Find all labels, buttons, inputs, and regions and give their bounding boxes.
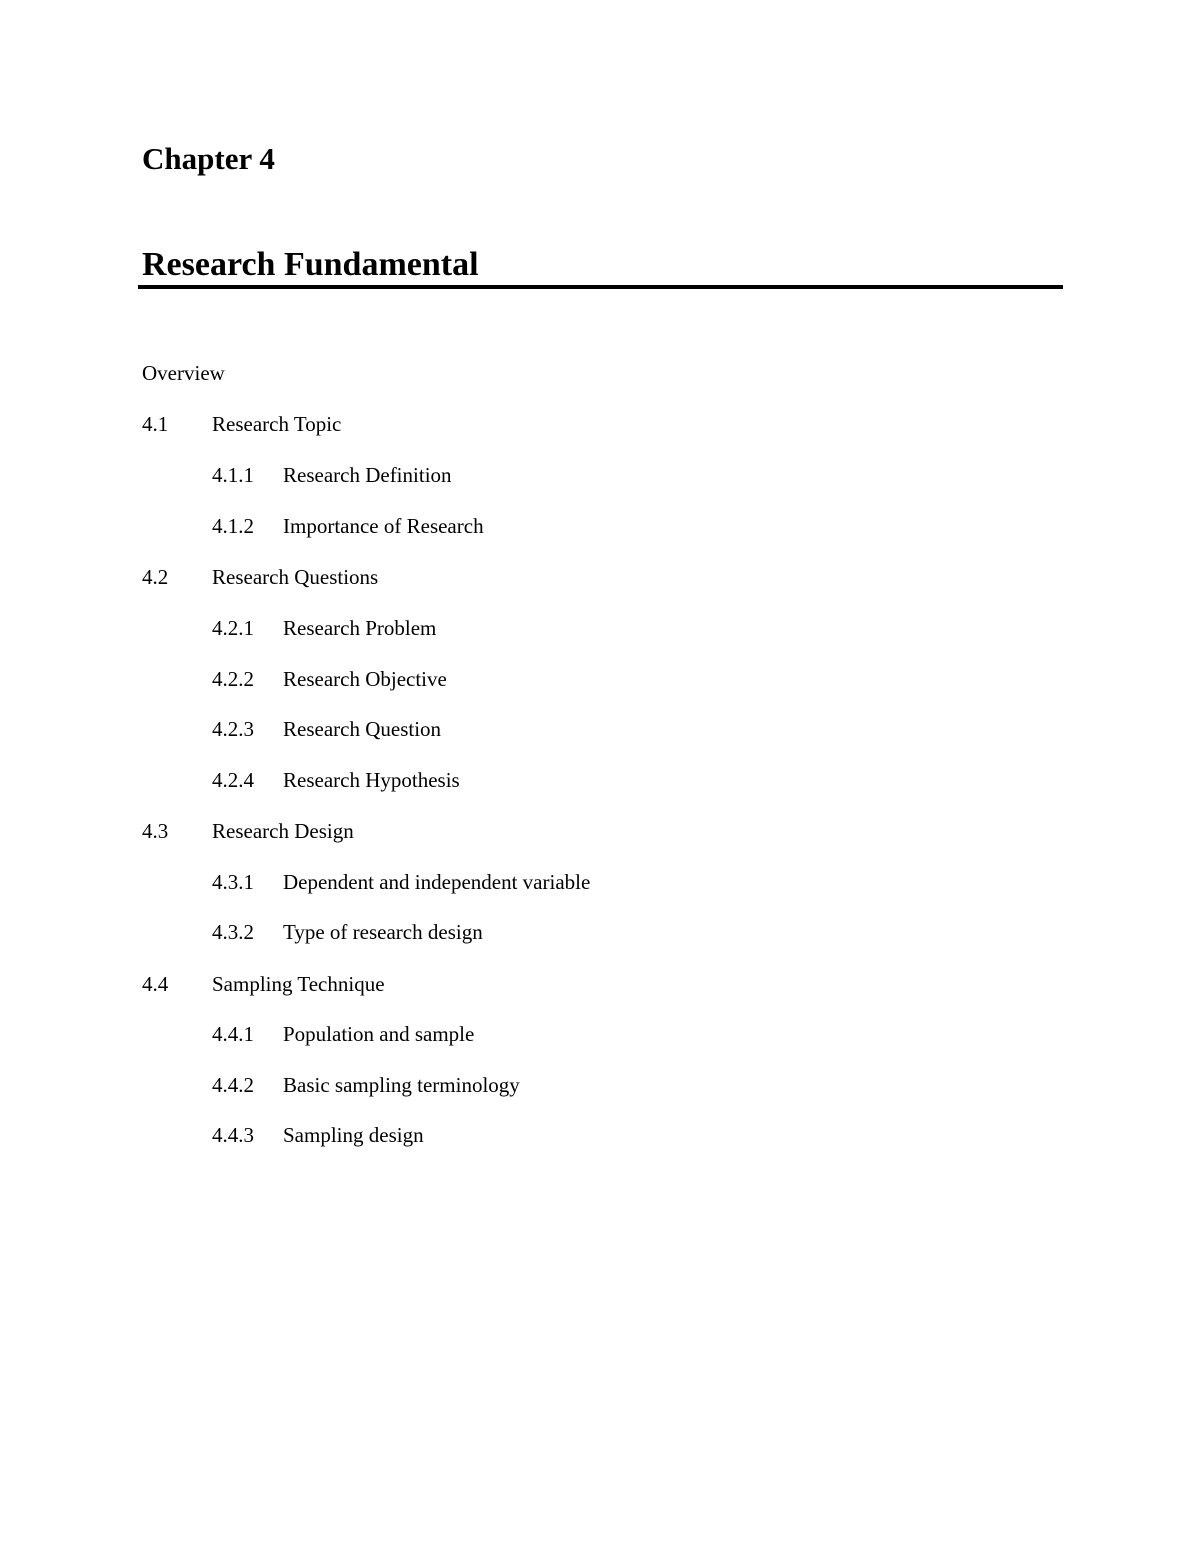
section-number: 4.3.2 bbox=[212, 920, 254, 944]
toc-section-4-2 bbox=[142, 564, 379, 590]
toc-section-4-4-2 bbox=[212, 1072, 520, 1098]
toc-section-4-3-1 bbox=[212, 869, 591, 895]
section-number: 4.3 bbox=[142, 819, 169, 843]
section-title: Sampling design bbox=[283, 1123, 424, 1147]
section-title: Population and sample bbox=[283, 1022, 475, 1046]
toc-section-4-2-1 bbox=[212, 615, 437, 641]
toc-section-4-1-2 bbox=[212, 513, 484, 539]
section-number: 4.4.2 bbox=[212, 1073, 254, 1097]
section-number: 4.4.1 bbox=[212, 1022, 254, 1046]
title-underline-rule bbox=[138, 285, 1063, 289]
toc-section-4-2-2 bbox=[212, 666, 447, 692]
section-title: Research Problem bbox=[283, 616, 437, 640]
toc-section-4-1-1 bbox=[212, 462, 452, 488]
section-title: Research Hypothesis bbox=[283, 768, 460, 792]
section-number: 4.4 bbox=[142, 972, 169, 996]
section-title: Importance of Research bbox=[283, 514, 484, 538]
toc-section-4-2-3 bbox=[212, 716, 442, 742]
section-number: 4.1.2 bbox=[212, 514, 254, 538]
chapter-label: Chapter 4 bbox=[142, 141, 275, 176]
section-number: 4.1 bbox=[142, 412, 169, 436]
section-title: Research Questions bbox=[212, 565, 379, 589]
toc-overview: Overview bbox=[142, 361, 225, 385]
section-title: Research Question bbox=[283, 717, 442, 741]
section-number: 4.3.1 bbox=[212, 870, 254, 894]
section-title: Basic sampling terminology bbox=[283, 1073, 520, 1097]
toc-section-4-2-4 bbox=[212, 767, 460, 793]
section-number: 4.2 bbox=[142, 565, 169, 589]
toc-section-4-4-3 bbox=[212, 1122, 424, 1148]
toc-section-4-4 bbox=[142, 971, 385, 997]
section-title: Dependent and independent variable bbox=[283, 870, 591, 894]
section-number: 4.1.1 bbox=[212, 463, 254, 487]
section-number: 4.2.2 bbox=[212, 667, 254, 691]
toc-section-4-3-2 bbox=[212, 919, 483, 945]
chapter-title: Research Fundamental bbox=[142, 246, 479, 283]
section-title: Sampling Technique bbox=[212, 972, 385, 996]
section-title: Research Objective bbox=[283, 667, 447, 691]
toc-section-4-4-1 bbox=[212, 1021, 475, 1047]
toc-section-4-1 bbox=[142, 411, 342, 437]
section-number: 4.2.1 bbox=[212, 616, 254, 640]
section-title: Research Design bbox=[212, 819, 354, 843]
section-title: Research Definition bbox=[283, 463, 452, 487]
section-number: 4.2.4 bbox=[212, 768, 254, 792]
toc-section-4-3 bbox=[142, 818, 354, 844]
section-title: Research Topic bbox=[212, 412, 342, 436]
section-title: Type of research design bbox=[283, 920, 483, 944]
section-number: 4.4.3 bbox=[212, 1123, 254, 1147]
section-number: 4.2.3 bbox=[212, 717, 254, 741]
